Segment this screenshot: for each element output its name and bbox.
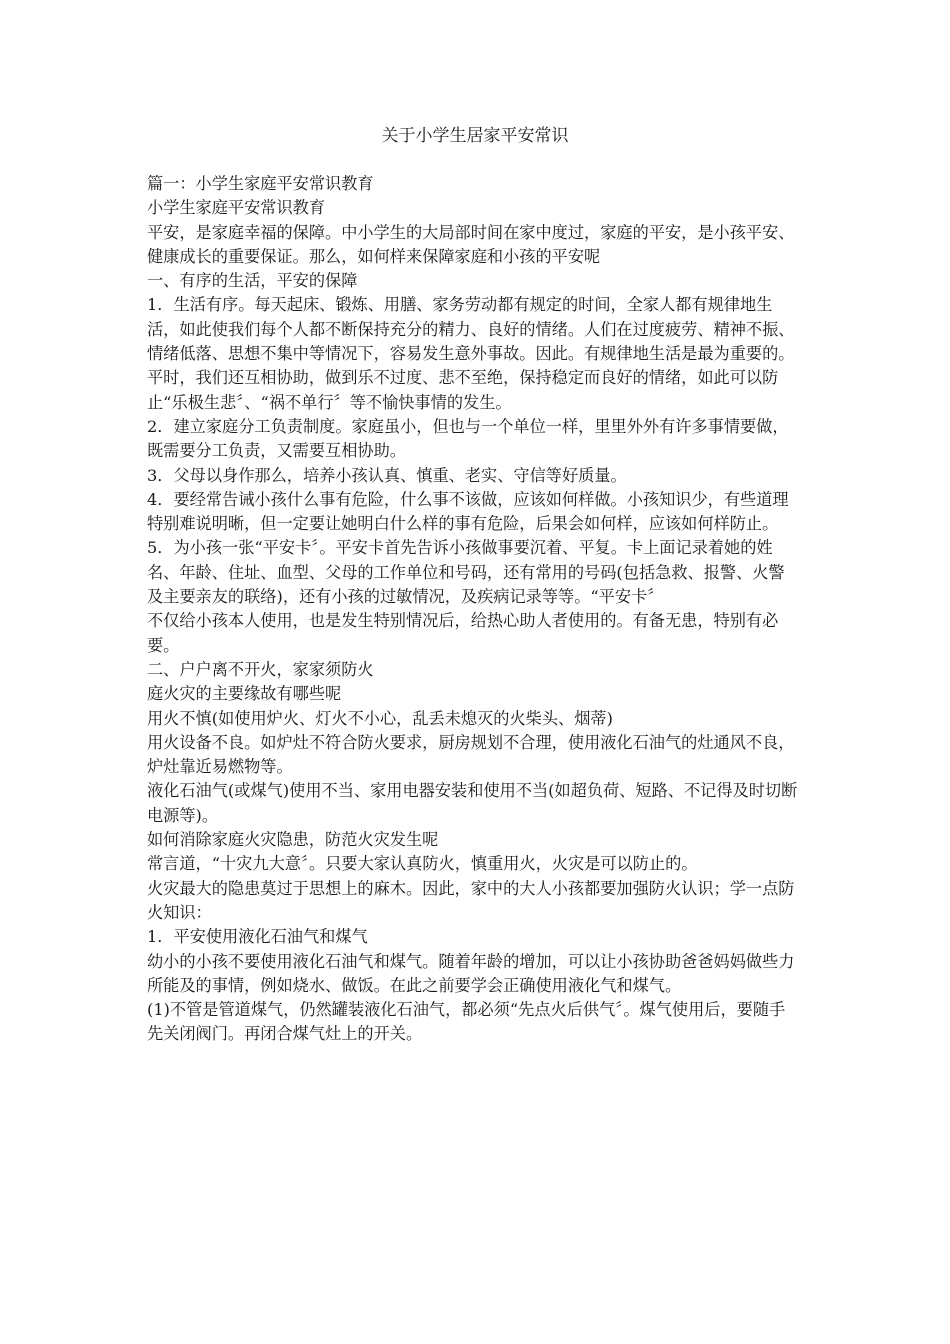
paragraph: 幼小的小孩不要使用液化石油气和煤气。随着年龄的增加，可以让小孩协助爸爸妈妈做些力所能及的事情，例如烧水、做饭。在此之前要学会正确使用液化气和煤气。 [147,951,795,995]
paragraph: 小学生家庭平安常识教育 [147,198,326,218]
paragraph: 如何消除家庭火灾隐患，防范火灾发生呢 [147,830,439,850]
paragraph: 4．要经常告诫小孩什么事有危险，什么事不该做，应该如何样做。小孩知识少，有些道理特别难说明晰，但一定要让她明白什么样的事有危险，后果会如何样，应该如何样防止。 [147,489,789,534]
paragraph: 常言道，“十灾九大意〞。只要大家认真防火，慎重用火，火灾是可以防止的。 [147,854,698,874]
paragraph: 1．平安使用液化石油气和煤气 [147,927,368,947]
paragraph: 5．为小孩一张“平安卡〞。平安卡首先告诉小孩做事要沉着、平复。卡上面记录着她的姓名、年龄、住址、血型、父母的工作单位和号码，还有常用的号码(包括急救、报警、火警及主要亲友的联络)，还有小孩的过敏情况，及疾病记录等等。“平安卡〞 [147,538,785,607]
paragraph: 3．父母以身作那么，培养小孩认真、慎重、老实、守信等好质量。 [147,465,627,485]
paragraph: 2．建立家庭分工负责制度。家庭虽小，但也与一个单位一样，里里外外有许多事情要做，既需要分工负责，又需要互相协助。 [147,416,789,461]
paragraph: 平安，是家庭幸福的保障。中小学生的大局部时间在家中度过，家庭的平安，是小孩平安、健康成长的重要保证。那么，如何样来保障家庭和小孩的平安呢 [147,222,795,266]
document-title: 关于小学生居家平安常识 [381,126,569,146]
paragraph: 1．生活有序。每天起床、锻炼、用膳、家务劳动都有规定的时间，全家人都有规律地生活，如此使我们每个人都不断保持充分的精力、良好的情绪。人们在过度疲劳、精神不振、情绪低落、思想不集中等情况下，容易发生意外事故。因此。有规律地生活是最为重要的。平时，我们还互相协助，做到乐不过度、悲不至绝，保持稳定而良好的情绪，如此可以防止“乐极生悲〞、“祸不单行〞等不愉快事情的发生。 [147,295,795,412]
paragraph: 庭火灾的主要缘故有哪些呢 [147,684,342,704]
paragraph: 篇一：小学生家庭平安常识教育 [147,174,374,193]
paragraph: 一、有序的生活，平安的保障 [147,271,358,291]
paragraph: 液化石油气(或煤气)使用不当、家用电器安装和使用不当(如超负荷、短路、不记得及时切断电源等)。 [147,781,798,825]
paragraph: 用火设备不良。如炉灶不符合防火要求，厨房规划不合理，使用液化石油气的灶通风不良，炉灶靠近易燃物等。 [147,732,795,777]
paragraph: 二、户户离不开火，家家须防火 [147,659,374,679]
paragraph: 不仅给小孩本人使用，也是发生特别情况后，给热心助人者使用的。有备无患，特别有必要。 [147,611,779,655]
paragraph: 火灾最大的隐患莫过于思想上的麻木。因此，家中的大人小孩都要加强防火认识；学一点防火知识： [147,878,795,922]
document-body [147,172,799,1047]
paragraph: 用火不慎(如使用炉火、灯火不小心，乱丢未熄灭的火柴头、烟蒂) [147,708,613,728]
paragraph: (1)不管是管道煤气，仍然罐装液化石油气，都必须“先点火后供气〞。煤气使用后，要随手先关闭阀门。再闭合煤气灶上的开关。 [147,1000,786,1044]
